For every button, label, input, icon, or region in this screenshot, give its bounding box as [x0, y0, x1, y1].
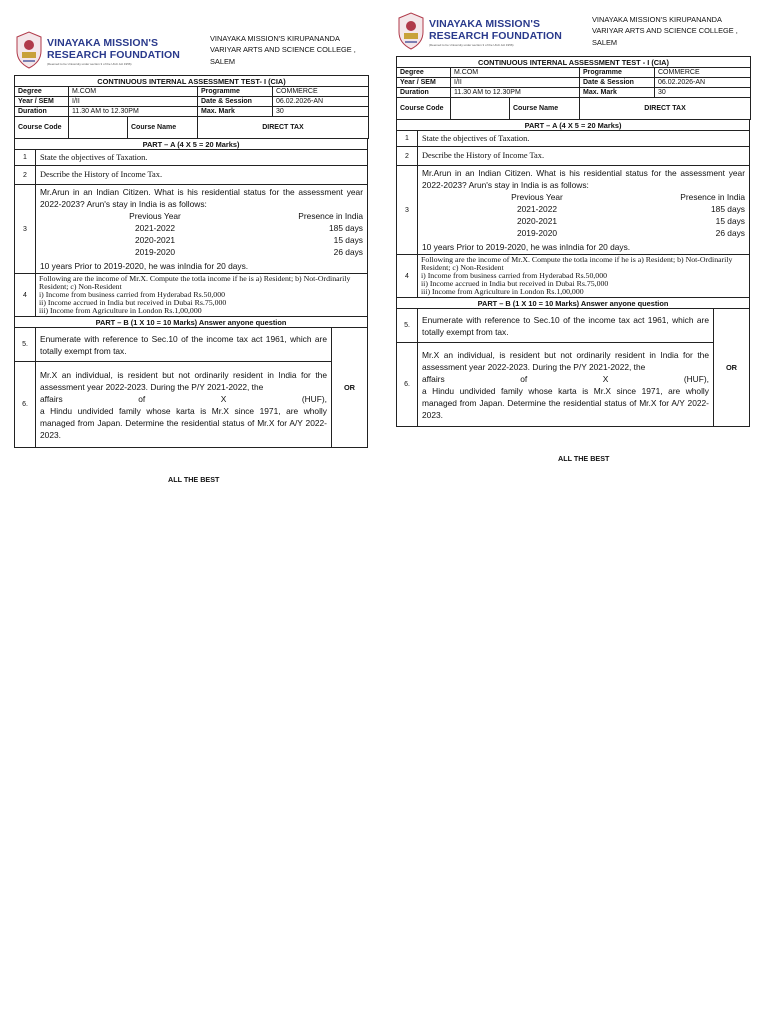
header [14, 31, 368, 75]
word: of [520, 373, 528, 384]
date-value: 06.02.2026-AN [655, 78, 751, 88]
question-text: Following are the income of Mr.X. Compute the totla income if he is a) Resident; b) Not-Ordinarily Resident; c) Non-Resident [39, 274, 351, 291]
duration-value: 11.30 AM to 12.30PM [69, 107, 198, 117]
header [396, 12, 750, 56]
question-number: 4 [397, 255, 418, 298]
question-text-spread [40, 393, 327, 405]
income-item: iii) Income from Agriculture in London Rs.1,00,000 [421, 287, 584, 296]
question-number: 6. [397, 343, 418, 427]
logo-tagline: (Deemed to be University under section 3 of the UGC Act 1956) [47, 62, 132, 66]
question-6-body [36, 362, 332, 448]
course-code-label: Course Code [15, 117, 69, 139]
test-title: CONTINUOUS INTERNAL ASSESSMENT TEST- I (CIA) [15, 76, 369, 87]
question-text: a Hindu undivided family whose karta is Mr.X since 1971, are wholly managed from Japan. Determine the residential status of Mr.X for A/Y 2022-2023. [422, 385, 709, 420]
income-item: ii) Income accrued in India but received in Dubai Rs.75,000 [421, 279, 609, 288]
row-year: 2019-2020 [134, 247, 176, 257]
question-footer: 10 years Prior to 2019-2020, he was inIndia for 20 days. [422, 242, 631, 252]
row-year: 2019-2020 [516, 228, 558, 238]
residence-table-header [40, 210, 363, 222]
question-text: Mr.X an individual, is resident but not ordinarily resident in India for the assessment year 2022-2023. During the P/Y 2021-2022, the [422, 349, 709, 372]
col-header-year: Previous Year [129, 211, 181, 221]
question-text: Mr.X an individual, is resident but not ordinarily resident in India for the assessment year 2022-2023. During the P/Y 2021-2022, the [40, 369, 327, 392]
yearsem-label: Year / SEM [15, 97, 69, 107]
meta-table [14, 75, 369, 139]
question-number: 3 [397, 166, 418, 255]
part-b-heading: PART – B (1 X 10 = 10 Marks) Answer anyone question [397, 298, 750, 309]
question-text: Mr.Arun in an Indian Citizen. What is his residential status for the assessment year 2022-2023? Arun's stay in India is as follows: [40, 187, 363, 209]
row-days: 185 days [329, 223, 363, 233]
income-item: i) Income from business carried from Hyderabad Rs.50,000 [39, 290, 225, 299]
date-label: Date & Session [198, 97, 273, 107]
question-text: State the objectives of Taxation. [418, 131, 750, 147]
row-year: 2021-2022 [134, 223, 176, 233]
residence-row [40, 246, 363, 258]
row-year: 2020-2021 [134, 235, 176, 245]
word: affairs [422, 373, 445, 384]
yearsem-label: Year / SEM [397, 78, 451, 88]
word: X [602, 373, 609, 384]
date-value: 06.02.2026-AN [273, 97, 369, 107]
question-text: Following are the income of Mr.X. Compute the totla income if he is a) Resident; b) Not-Ordinarily Resident; c) Non-Resident [421, 255, 733, 272]
closing-text: ALL THE BEST [168, 475, 220, 484]
maxmark-value: 30 [273, 107, 369, 117]
income-item: iii) Income from Agriculture in London Rs.1,00,000 [39, 306, 202, 315]
test-title: CONTINUOUS INTERNAL ASSESSMENT TEST - I (CIA) [397, 57, 751, 68]
question-number: 3 [15, 185, 36, 274]
logo-line1: VINAYAKA MISSION'S [47, 37, 159, 49]
col-header-year: Previous Year [511, 192, 563, 202]
question-text: Describe the History of Income Tax. [36, 166, 368, 185]
degree-value: M.COM [451, 68, 580, 78]
question-number: 4 [15, 274, 36, 317]
question-number: 5. [397, 309, 418, 343]
question-number: 1 [15, 150, 36, 166]
university-logo [14, 31, 180, 69]
meta-table [396, 56, 751, 120]
degree-value: M.COM [69, 87, 198, 97]
course-code-value [451, 98, 510, 120]
course-code-value [69, 117, 128, 139]
question-4-body [36, 274, 368, 317]
programme-label: Programme [580, 68, 655, 78]
maxmark-value: 30 [655, 88, 751, 98]
logo-tagline: (Deemed to be University under section 3 of the UGC Act 1956) [429, 43, 514, 47]
university-logo [396, 12, 562, 50]
logo-line1: VINAYAKA MISSION'S [429, 18, 541, 30]
degree-label: Degree [397, 68, 451, 78]
residence-row [422, 215, 745, 227]
emblem-icon [14, 31, 44, 69]
degree-label: Degree [15, 87, 69, 97]
logo-line2: RESEARCH FOUNDATION [429, 30, 562, 42]
part-a-heading: PART – A (4 X 5 = 20 Marks) [397, 120, 750, 131]
residence-row [40, 222, 363, 234]
question-number: 2 [397, 147, 418, 166]
course-code-label: Course Code [397, 98, 451, 120]
course-name-label: Course Name [128, 117, 198, 139]
question-number: 5. [15, 328, 36, 362]
residence-row [422, 203, 745, 215]
word: (HUF), [683, 373, 709, 384]
question-text-spread [422, 373, 709, 385]
duration-value: 11.30 AM to 12.30PM [451, 88, 580, 98]
word: (HUF), [301, 393, 327, 404]
question-3-body [418, 166, 750, 255]
programme-label: Programme [198, 87, 273, 97]
part-b-table [14, 316, 368, 448]
col-header-presence: Presence in India [680, 192, 745, 202]
programme-value: COMMERCE [273, 87, 369, 97]
question-text: Enumerate with reference to Sec.10 of the income tax act 1961, which are totally exempt from tax. [36, 328, 332, 362]
row-days: 15 days [333, 235, 363, 245]
part-a-heading: PART – A (4 X 5 = 20 Marks) [15, 139, 368, 150]
row-year: 2020-2021 [516, 216, 558, 226]
row-year: 2021-2022 [516, 204, 558, 214]
or-label: OR [713, 309, 749, 427]
college-name: VINAYAKA MISSION'S KIRUPANANDA VARIYAR ARTS AND SCIENCE COLLEGE , SALEM [592, 15, 738, 47]
row-days: 26 days [715, 228, 745, 238]
course-name-label: Course Name [510, 98, 580, 120]
row-days: 26 days [333, 247, 363, 257]
duration-label: Duration [397, 88, 451, 98]
date-label: Date & Session [580, 78, 655, 88]
question-paper-right [396, 12, 750, 427]
question-number: 2 [15, 166, 36, 185]
residence-row [422, 227, 745, 239]
row-days: 15 days [715, 216, 745, 226]
question-6-body [418, 343, 714, 427]
or-label: OR [331, 328, 367, 448]
question-text: a Hindu undivided family whose karta is Mr.X since 1971, are wholly managed from Japan. Determine the residential status of Mr.X for A/Y 2022-2023. [40, 405, 327, 440]
question-text: Enumerate with reference to Sec.10 of the income tax act 1961, which are totally exempt from tax. [418, 309, 714, 343]
question-text: Mr.Arun in an Indian Citizen. What is his residential status for the assessment year 2022-2023? Arun's stay in India is as follows: [422, 168, 745, 190]
college-name: VINAYAKA MISSION'S KIRUPANANDA VARIYAR ARTS AND SCIENCE COLLEGE , SALEM [210, 34, 356, 66]
question-paper-left [14, 31, 368, 448]
residence-table-header [422, 191, 745, 203]
emblem-icon [396, 12, 426, 50]
course-name-value: DIRECT TAX [580, 98, 751, 120]
maxmark-label: Max. Mark [198, 107, 273, 117]
closing-text: ALL THE BEST [558, 454, 610, 463]
word: X [220, 393, 227, 404]
question-3-body [36, 185, 368, 274]
income-item: ii) Income accrued in India but received in Dubai Rs.75,000 [39, 298, 227, 307]
part-a-table [14, 138, 368, 317]
question-number: 1 [397, 131, 418, 147]
income-item: i) Income from business carried from Hyderabad Rs.50,000 [421, 271, 607, 280]
question-text: Describe the History of Income Tax. [418, 147, 750, 166]
part-b-table [396, 297, 750, 427]
row-days: 185 days [711, 204, 745, 214]
course-name-value: DIRECT TAX [198, 117, 369, 139]
duration-label: Duration [15, 107, 69, 117]
question-footer: 10 years Prior to 2019-2020, he was inIndia for 20 days. [40, 261, 249, 271]
maxmark-label: Max. Mark [580, 88, 655, 98]
residence-row [40, 234, 363, 246]
word: affairs [40, 393, 63, 404]
logo-line2: RESEARCH FOUNDATION [47, 49, 180, 61]
part-b-heading: PART – B (1 X 10 = 10 Marks) Answer anyone question [15, 317, 368, 328]
yearsem-value: I/II [451, 78, 580, 88]
col-header-presence: Presence in India [298, 211, 363, 221]
part-a-table [396, 119, 750, 298]
question-number: 6. [15, 362, 36, 448]
question-4-body [418, 255, 750, 298]
programme-value: COMMERCE [655, 68, 751, 78]
yearsem-value: I/II [69, 97, 198, 107]
question-text: State the objectives of Taxation. [36, 150, 368, 166]
word: of [138, 393, 146, 404]
